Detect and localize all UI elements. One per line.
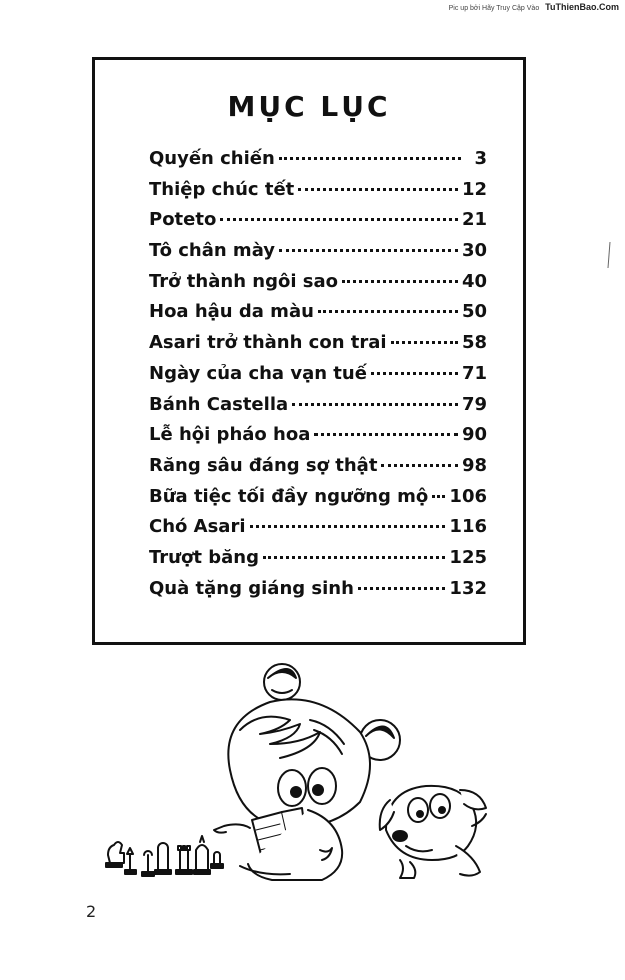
toc-title: MỤC LỤC	[227, 90, 391, 123]
toc-leader-dots	[279, 157, 461, 160]
toc-entry	[149, 424, 487, 455]
toc-entry-page: 90	[461, 424, 487, 446]
toc-leader-dots	[292, 403, 458, 406]
page-number: 2	[86, 902, 97, 921]
toc-entry	[149, 179, 487, 210]
toc-entry	[149, 486, 487, 517]
girl-character	[214, 664, 400, 880]
toc-entry	[149, 547, 487, 578]
toc-entry-page: 40	[461, 270, 487, 292]
toc-entry-title: Lễ hội pháo hoa	[149, 424, 311, 446]
toc-entry-title: Bánh Castella	[149, 393, 289, 415]
dog-character	[380, 786, 486, 878]
toc-entry-title: Quyến chiến	[149, 148, 275, 169]
toc-entry	[149, 240, 487, 271]
toc-leader-dots	[432, 495, 445, 498]
toc-entry-title: Bữa tiệc tối đầy ngưỡng mộ	[149, 485, 429, 507]
toc-entry	[149, 332, 487, 363]
manga-illustration	[100, 650, 520, 890]
toc-entry-page: 98	[461, 454, 487, 476]
toc-entry-title: Chó Asari	[149, 516, 246, 538]
toc-list	[149, 148, 487, 608]
toc-entry-page: 79	[461, 393, 487, 415]
toc-entry-title: Asari trở thành con trai	[149, 332, 387, 354]
toc-entry-title: Hoa hậu da màu	[149, 301, 314, 323]
toc-entry-page: 12	[461, 178, 487, 200]
toc-entry-title: Trở thành ngôi sao	[149, 270, 338, 292]
toc-entry-page: 132	[449, 577, 487, 599]
watermark	[449, 2, 619, 12]
toc-entry-page: 58	[461, 332, 487, 354]
toc-leader-dots	[298, 188, 458, 191]
toc-entry-title: Trượt băng	[149, 546, 259, 568]
toc-leader-dots	[381, 464, 458, 467]
toc-entry-title: Ngày của cha vạn tuế	[149, 362, 367, 384]
toc-leader-dots	[391, 341, 458, 344]
toc-entry-page: 71	[461, 362, 487, 384]
toc-entry-page: 30	[461, 240, 487, 262]
toc-entry	[149, 271, 487, 302]
toc-leader-dots	[318, 310, 458, 313]
toc-leader-dots	[279, 249, 458, 252]
toc-entry	[149, 209, 487, 240]
toc-leader-dots	[250, 525, 446, 528]
toc-leader-dots	[314, 433, 458, 436]
toc-leader-dots	[342, 280, 458, 283]
toc-entry	[149, 148, 487, 179]
toc-entry-page: 50	[461, 301, 487, 323]
toc-leader-dots	[371, 372, 458, 375]
toc-entry-page: 125	[449, 546, 487, 568]
toc-entry-page: 106	[449, 485, 487, 507]
toc-entry	[149, 301, 487, 332]
chess-pieces	[106, 836, 223, 876]
toc-entry	[149, 516, 487, 547]
toc-entry-page: 116	[449, 516, 487, 538]
toc-leader-dots	[263, 556, 445, 559]
watermark-site: TuThienBao.Com	[545, 2, 619, 12]
toc-entry	[149, 578, 487, 609]
toc-leader-dots	[220, 218, 458, 221]
toc-entry-title: Răng sâu đáng sợ thật	[149, 454, 378, 476]
scan-mark	[606, 240, 612, 270]
toc-entry-page: 3	[474, 148, 487, 169]
toc-entry-title: Quà tặng giáng sinh	[149, 577, 354, 599]
toc-entry-title: Thiệp chúc tết	[149, 178, 295, 200]
toc-entry	[149, 455, 487, 486]
toc-entry	[149, 394, 487, 425]
toc-entry-page: 21	[461, 209, 487, 231]
watermark-credit: Pic up bởi Hãy Truy Cập Vào	[448, 5, 540, 12]
toc-leader-dots	[358, 587, 445, 590]
toc-entry-title: Poteto	[149, 209, 217, 231]
table-of-contents	[92, 57, 526, 645]
toc-entry	[149, 363, 487, 394]
toc-entry-title: Tô chân mày	[149, 240, 276, 262]
